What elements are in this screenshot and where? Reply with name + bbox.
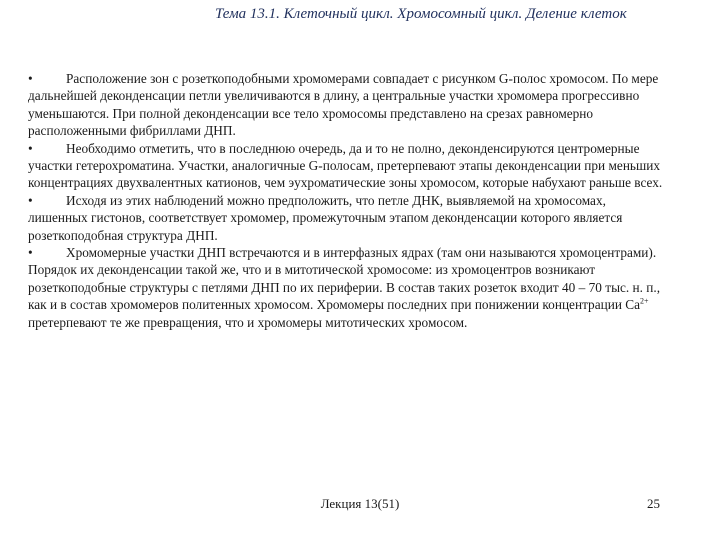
page-number: 25 bbox=[647, 496, 660, 511]
paragraph-text: Необходимо отметить, что в последнюю очередь, да и то не полно, деконденсируются центромерные участки гетерохроматина. Участки, аналогичные G-полосам, претерпевают этапы деконденсации при меньших концентрациях двухвалентных катионов, чем эухроматические зоны хромосом, которые набухают раньше всех. bbox=[28, 140, 663, 191]
bullet-icon: • bbox=[28, 71, 33, 86]
bullet-icon: • bbox=[28, 140, 33, 156]
paragraph-4 bbox=[28, 244, 663, 331]
paragraph-text: Исходя из этих наблюдений можно предположить, что петле ДНК, выявляемой на хромосомах, лишенных гистонов, соответствует хромомер, промежуточным этапом деконденсации которого является розеткоподобная структура ДНП. bbox=[28, 192, 623, 243]
footer-lecture: Лекция 13(51) bbox=[320, 496, 400, 511]
bullet-icon: • bbox=[28, 192, 33, 208]
paragraph-3 bbox=[28, 192, 663, 244]
slide-title: Тема 13.1. Клеточный цикл. Хромосомный цикл. Деление клеток bbox=[215, 6, 627, 22]
paragraph-text-end: претерпевают те же превращения, что и хромомеры митотических хромосом. bbox=[28, 314, 468, 330]
slide-body bbox=[28, 70, 663, 331]
superscript-charge: 2+ bbox=[640, 296, 649, 306]
paragraph-text: Расположение зон с розеткоподобными хромомерами совпадает с рисунком G-полос хромосом. По мере дальнейшей деконденсации петли увеличиваются в длину, а центральные участки хромомера прогрессивно уменьшаются. При полной деконденсации все тело хромосомы представлено на срезах равномерно расположенными фибриллами ДНП. bbox=[28, 71, 659, 139]
paragraph-2 bbox=[28, 140, 663, 192]
paragraph-1 bbox=[28, 70, 663, 140]
bullet-icon: • bbox=[28, 245, 33, 261]
paragraph-text: Хромомерные участки ДНП встречаются и в интерфазных ядрах (там они называются хромоцентрами). Порядок их деконденсации такой же, что и в митотической хромосоме: из хромоцентров возникают розеткоподобные структуры с петлями ДНП по их периферии. В состав таких розеток входит 40 – 70 тыс. н. п., как и в состав хромомеров политенных хромосом. Хромомеры последних при понижении концентрации Ca bbox=[28, 245, 661, 313]
